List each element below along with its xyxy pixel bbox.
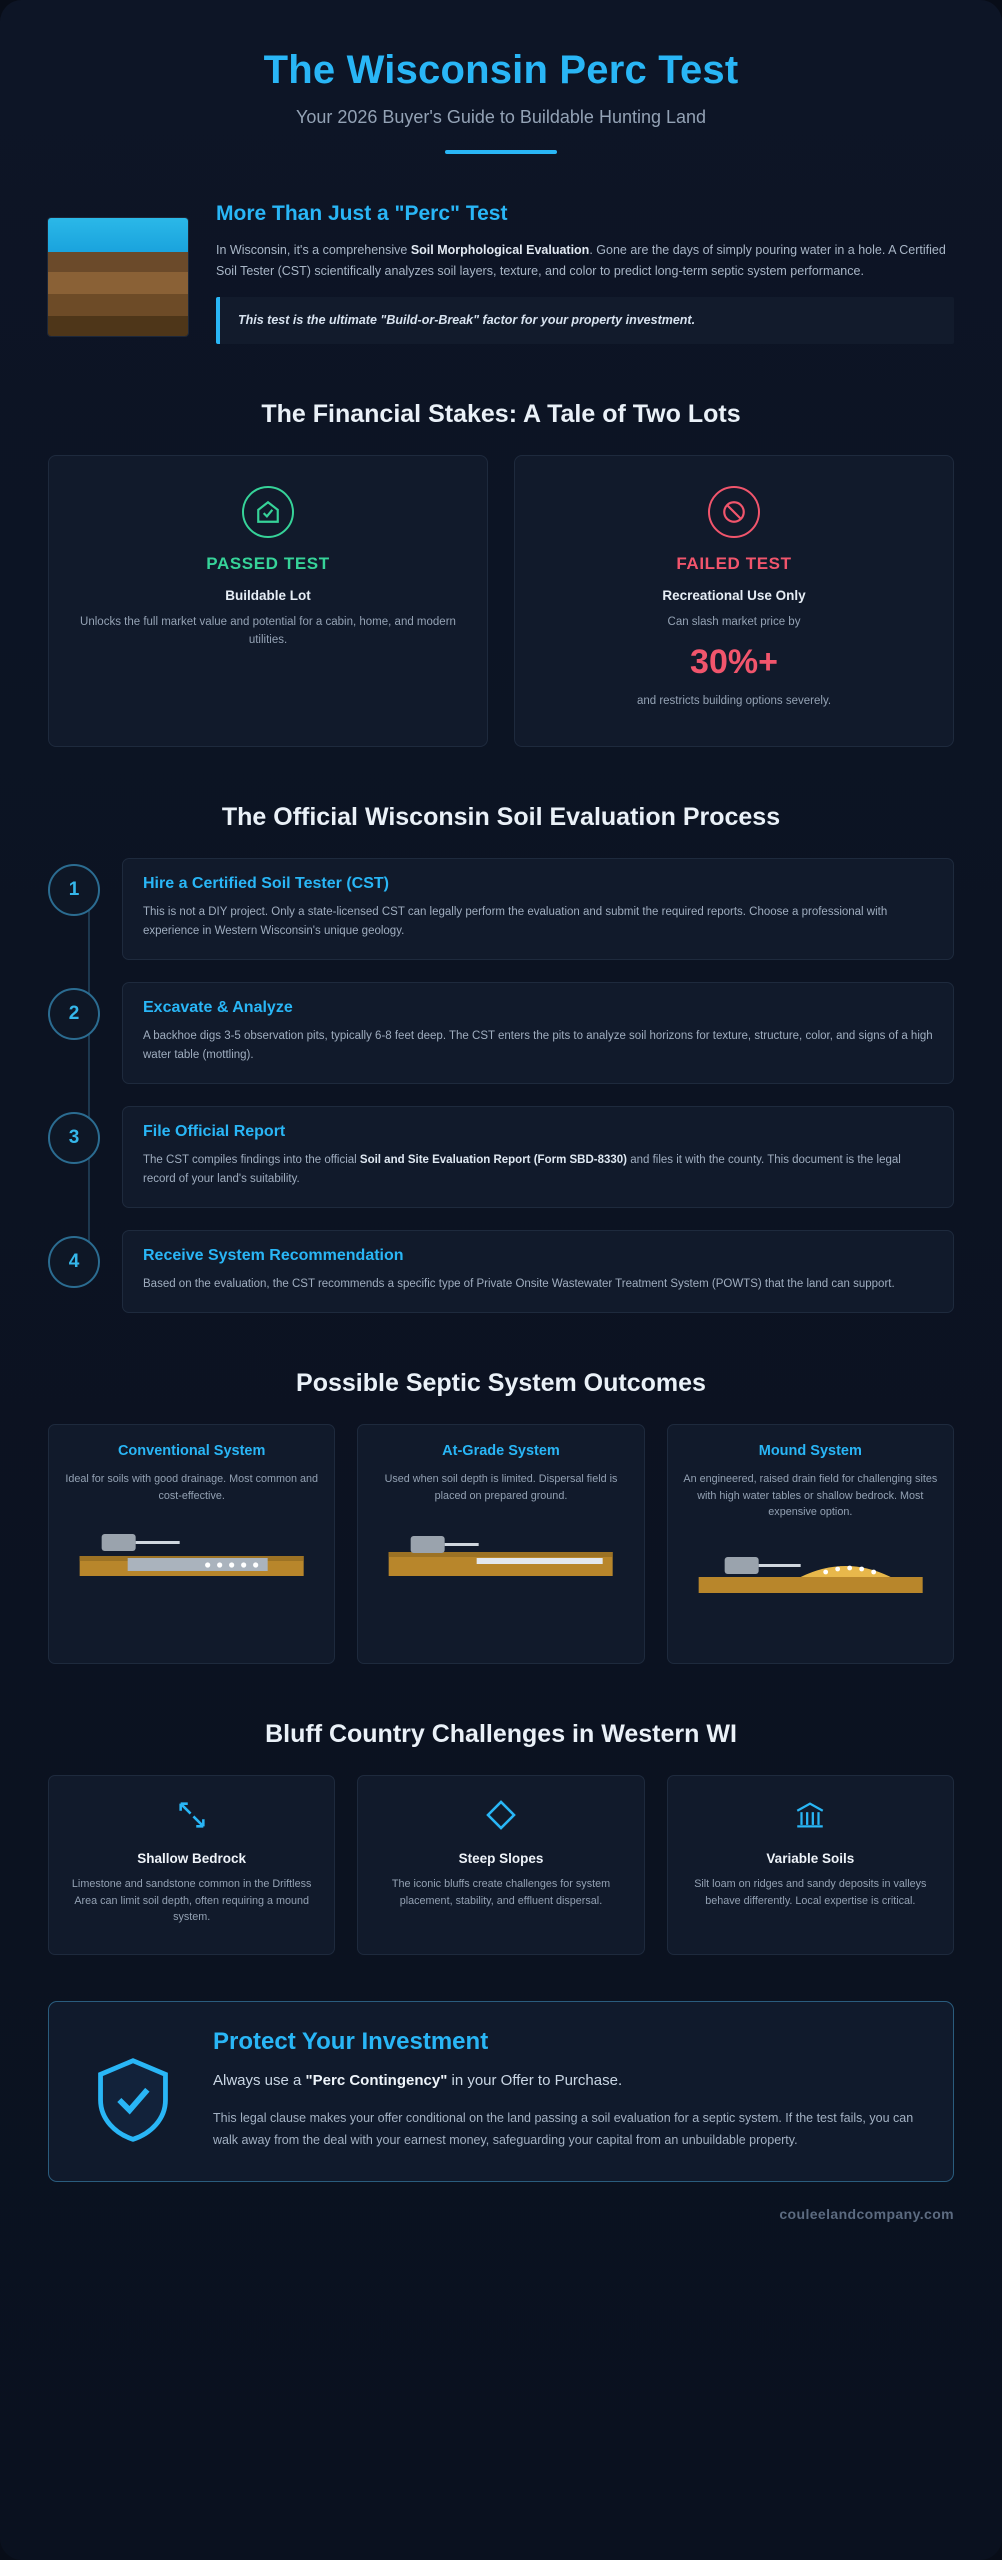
step-text-3a: The CST compiles findings into the official [143, 1153, 360, 1166]
footer-brand[interactable]: couleelandcompany.com [779, 2205, 954, 2222]
process-steps [48, 858, 954, 1313]
protect-lead-bold: "Perc Contingency" [305, 2071, 448, 2089]
protect-investment-panel [48, 2001, 954, 2182]
step-text-2: A backhoe digs 3-5 observation pits, typically 6-8 feet deep. The CST enters the pits to analyze soil horizons for texture, structure, color, and signs of a high water table (mottling). [143, 1029, 933, 1061]
protect-lead-2: in your Offer to Purchase. [447, 2071, 623, 2089]
variable-soils-card [667, 1775, 954, 1955]
step-heading-1: Hire a Certified Soil Tester (CST) [143, 875, 389, 892]
variable-soils-heading: Variable Soils [766, 1850, 855, 1866]
hero-section [48, 30, 954, 154]
intro-text-1: In Wisconsin, it's a comprehensive [216, 243, 411, 257]
mound-system-card [667, 1424, 954, 1664]
mound-heading: Mound System [758, 1442, 862, 1459]
protect-lead-1: Always use a [213, 2071, 306, 2089]
step-body-3 [122, 1106, 954, 1208]
failed-detail-before: Can slash market price by [667, 616, 801, 628]
outcomes-title: Possible Septic System Outcomes [296, 1368, 706, 1397]
bluffs-cards [48, 1775, 954, 1955]
at-grade-system-card [357, 1424, 644, 1664]
conventional-system-card [48, 1424, 335, 1664]
step-number-1: 1 [48, 864, 100, 916]
page-subtitle: Your 2026 Buyer's Guide to Buildable Hunting Land [295, 107, 707, 127]
failed-test-card [514, 455, 954, 747]
bluffs-title: Bluff Country Challenges in Western WI [265, 1719, 737, 1748]
stakes-title: The Financial Stakes: A Tale of Two Lots [261, 400, 741, 428]
passed-status: PASSED TEST [206, 554, 330, 573]
step-text-3 [143, 1151, 933, 1189]
step-text-4: Based on the evaluation, the CST recommends a specific type of Private Onsite Wastewater Treatment System (POWTS) that the land can support. [143, 1277, 895, 1290]
at-grade-text: Used when soil depth is limited. Dispersal field is placed on prepared ground. [384, 1472, 618, 1502]
stakes-cards [48, 455, 954, 747]
pull-quote: This test is the ultimate "Build-or-Break" factor for your property investment. [216, 297, 954, 344]
bank-icon [684, 1798, 937, 1837]
sky-layer [48, 218, 188, 252]
step-heading-4: Receive System Recommendation [143, 1246, 404, 1264]
step-text-3b: and files it with the county. This document is the legal record of your land's suitability. [143, 1153, 901, 1185]
steep-slopes-text: The iconic bluffs create challenges for system placement, stability, and effluent dispersal. [391, 1877, 611, 1907]
steep-slopes-heading: Steep Slopes [458, 1850, 544, 1866]
passed-test-card [48, 455, 488, 747]
step-number-2: 2 [48, 988, 100, 1040]
steep-slopes-card [357, 1775, 644, 1955]
shallow-bedrock-card [48, 1775, 335, 1955]
intro-text-2: . Gone are the days of simply pouring water in a hole. A Certified Soil Tester (CST) scientifically analyzes soil layers, texture, and color to predict long-term septic system performance. [216, 243, 946, 278]
lower-soil-layer [48, 294, 188, 316]
outcomes-cards [48, 1424, 954, 1664]
failed-percent: 30%+ [690, 643, 778, 682]
step-number-4: 4 [48, 1236, 100, 1288]
shield-check-icon [79, 2028, 187, 2146]
mound-diagram [682, 1539, 939, 1601]
at-grade-diagram [372, 1522, 629, 1584]
no-entry-icon [708, 486, 760, 538]
passed-detail: Unlocks the full market value and potential for a cabin, home, and modern utilities. [80, 616, 456, 647]
intro-text-bold: Soil Morphological Evaluation [410, 243, 590, 257]
protect-text-block [213, 2028, 923, 2151]
subsoil-layer [48, 272, 188, 294]
passed-headline: Buildable Lot [225, 588, 311, 603]
step-heading-2: Excavate & Analyze [143, 998, 293, 1016]
intro-section [48, 196, 954, 344]
process-step-2 [48, 982, 954, 1084]
intro-heading: More Than Just a "Perc" Test [216, 202, 508, 225]
mound-text: An engineered, raised drain field for challenging sites with high water tables or shallow bedrock. Most expensive option. [683, 1472, 938, 1519]
step-text-1: This is not a DIY project. Only a state-licensed CST can legally perform the evaluation and submit the required reports. Choose a professional with experience in Western Wisconsin's unique geology. [143, 906, 888, 937]
failed-headline: Recreational Use Only [662, 588, 806, 603]
process-step-3 [48, 1106, 954, 1208]
protect-lead [213, 2070, 923, 2093]
shallow-bedrock-heading: Shallow Bedrock [137, 1850, 247, 1866]
arrows-collapse-icon [65, 1798, 318, 1837]
diamond-icon [374, 1798, 627, 1837]
intro-text-block [216, 196, 954, 344]
process-step-4 [48, 1230, 954, 1313]
failed-detail-after: and restricts building options severely. [636, 695, 832, 708]
bedrock-layer [48, 316, 188, 336]
process-title: The Official Wisconsin Soil Evaluation Process [221, 803, 781, 831]
home-check-icon [242, 486, 294, 538]
title-divider [445, 150, 557, 154]
conventional-diagram [63, 1522, 320, 1584]
conventional-text: Ideal for soils with good drainage. Most common and cost-effective. [65, 1472, 318, 1502]
shallow-bedrock-text: Limestone and sandstone common in the Driftless Area can limit soil depth, often requiring a mound system. [71, 1877, 312, 1924]
variable-soils-text: Silt loam on ridges and sandy deposits in valleys behave differently. Local expertise is critical. [694, 1877, 927, 1907]
at-grade-heading: At-Grade System [442, 1442, 560, 1459]
intro-paragraph [216, 240, 954, 281]
topsoil-layer [48, 252, 188, 272]
failed-status: FAILED TEST [676, 554, 792, 573]
step-heading-3: File Official Report [143, 1122, 286, 1140]
page-title: The Wisconsin Perc Test [263, 48, 739, 92]
protect-body-text: This legal clause makes your offer conditional on the land passing a soil evaluation for a septic system. If the test fails, you can walk away from the deal with your earnest money, safeguarding your capital from an unbuildable property. [213, 2111, 914, 2147]
step-body-1 [122, 858, 954, 960]
soil-profile-illustration [48, 218, 188, 336]
process-step-1 [48, 858, 954, 960]
step-body-4 [122, 1230, 954, 1313]
step-number-3: 3 [48, 1112, 100, 1164]
conventional-heading: Conventional System [117, 1442, 266, 1459]
step-body-2 [122, 982, 954, 1084]
protect-heading: Protect Your Investment [213, 2027, 489, 2055]
step-text-3-form: Soil and Site Evaluation Report (Form SBD-8330) [359, 1153, 628, 1166]
